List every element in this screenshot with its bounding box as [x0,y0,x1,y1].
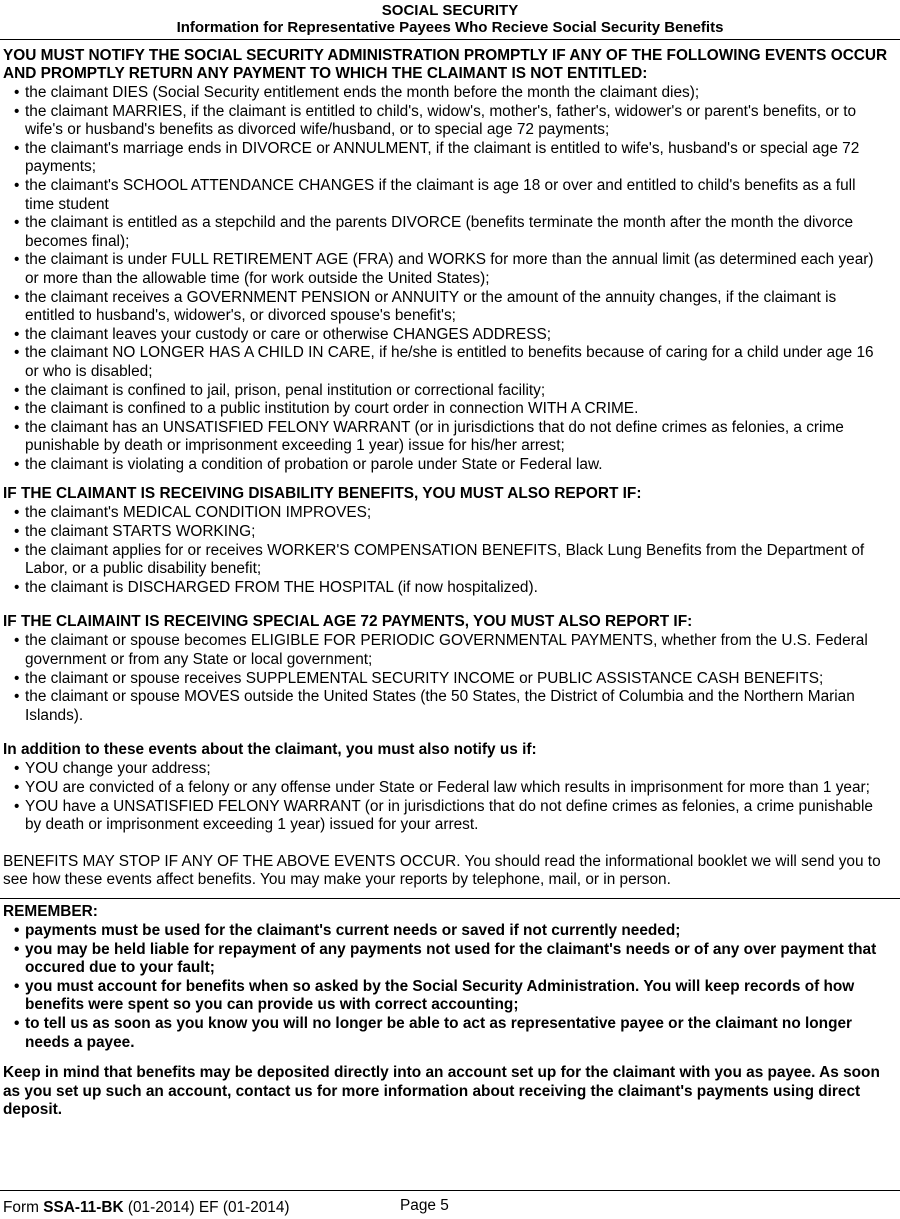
list-item: • you may be held liable for repayment of any payments not used for the claimant's needs or of any over payment that occured due to your fault; [3,941,900,978]
list-item: • the claimant has an UNSATISFIED FELONY WARRANT (or in jurisdictions that do not define crimes as felonies, a crime punishable by death or imprisonment exceeding 1 year) issue for his/her arrest; [3,419,900,456]
notify-heading: YOU MUST NOTIFY THE SOCIAL SECURITY ADMINISTRATION PROMPTLY IF ANY OF THE FOLLOWING EVENTS OCCUR AND PROMPTLY RETURN ANY PAYMENT TO WHICH THE CLAIMANT IS NOT ENTITLED: [3,47,888,82]
disability-heading: IF THE CLAIMANT IS RECEIVING DISABILITY BENEFITS, YOU MUST ALSO REPORT IF: [3,485,642,503]
list-item: • payments must be used for the claimant's current needs or saved if not currently needed; [3,922,900,941]
list-item: • the claimant STARTS WORKING; [3,523,900,542]
list-item: • the claimant or spouse MOVES outside the United States (the 50 States, the District of Columbia and the Northern Marian Islands). [3,688,900,725]
list-item: • the claimant is DISCHARGED FROM THE HOSPITAL (if now hospitalized). [3,579,900,598]
list-item: • the claimant DIES (Social Security entitlement ends the month before the month the claimant dies); [3,84,900,103]
page-number: Page 5 [400,1197,449,1214]
list-item: • you must account for benefits when so asked by the Social Security Administration. You will keep records of how benefits were spent so you can provide us with correct accounting; [3,978,900,1015]
list-item: • the claimant or spouse becomes ELIGIBLE FOR PERIODIC GOVERNMENTAL PAYMENTS, whether from the U.S. Federal government or from any State or local government; [3,632,900,669]
list-item: • the claimant or spouse receives SUPPLEMENTAL SECURITY INCOME or PUBLIC ASSISTANCE CASH BENEFITS; [3,670,900,689]
claimant-events-list [3,84,900,474]
special-age-72-list [3,632,900,725]
form-suffix: (01-2014) EF (01-2014) [123,1199,290,1216]
document-subtitle: Information for Representative Payees Who Recieve Social Security Benefits [176,19,724,36]
payee-events-list [3,760,900,834]
list-item: • the claimant is confined to a public institution by court order in connection WITH A CRIME. [3,400,900,419]
list-item: • the claimant's SCHOOL ATTENDANCE CHANGES if the claimant is age 18 or over and entitled to child's benefits as a full time student [3,177,900,214]
page-footer [0,1190,900,1219]
remember-heading: REMEMBER: [3,902,98,920]
special-age-72-heading: IF THE CLAIMAINT IS RECEIVING SPECIAL AGE 72 PAYMENTS, YOU MUST ALSO REPORT IF: [3,613,693,631]
list-item: • the claimant leaves your custody or care or otherwise CHANGES ADDRESS; [3,326,900,345]
form-number: SSA-11-BK [43,1199,124,1216]
list-item: • the claimant is violating a condition of probation or parole under State or Federal law. [3,456,900,475]
list-item: • the claimant applies for or receives WORKER'S COMPENSATION BENEFITS, Black Lung Benefits from the Department of Labor, or a public disability benefit; [3,542,900,579]
list-item: • the claimant MARRIES, if the claimant is entitled to child's, widow's, mother's, father's, widower's or parent's benefits, or to wife's or husband's benefits as divorced wife/husband, or to special age 72 payments; [3,103,900,140]
list-item: • the claimant receives a GOVERNMENT PENSION or ANNUITY or the amount of the annuity changes, if the claimant is entitled to husband's, widower's, or divorced spouse's benefit's; [3,289,900,326]
list-item: • YOU change your address; [3,760,900,779]
section-divider [0,898,900,899]
direct-deposit-paragraph: Keep in mind that benefits may be deposited directly into an account set up for the claimant with you as payee. As soon as you set up such an account, contact us for more information about receiving the claimant's payments using direct deposit. [3,1064,880,1119]
form-identifier [3,1199,290,1217]
list-item: • the claimant's MEDICAL CONDITION IMPROVES; [3,504,900,523]
payee-events-heading: In addition to these events about the claimant, you must also notify us if: [3,741,537,759]
list-item: • YOU are convicted of a felony or any offense under State or Federal law which results in imprisonment for more than 1 year; [3,779,900,798]
benefits-stop-paragraph: BENEFITS MAY STOP IF ANY OF THE ABOVE EVENTS OCCUR. You should read the informational booklet we will send you to see how these events affect benefits. You may make your reports by telephone, mail, or in person. [3,852,881,889]
list-item: • the claimant is confined to jail, prison, penal institution or correctional facility; [3,382,900,401]
list-item: • the claimant is under FULL RETIREMENT AGE (FRA) and WORKS for more than the annual limit (as determined each year) or more than the allowable time (for work outside the United States); [3,251,900,288]
list-item: • to tell us as soon as you know you will no longer be able to act as representative payee or the claimant no longer needs a payee. [3,1015,900,1052]
disability-list [3,504,900,597]
remember-list [3,922,900,1052]
page-header [0,0,900,40]
list-item: • the claimant's marriage ends in DIVORCE or ANNULMENT, if the claimant is entitled to wife's, husband's or special age 72 payments; [3,140,900,177]
document-body [0,47,900,1120]
list-item: • the claimant is entitled as a stepchild and the parents DIVORCE (benefits terminate the month after the month the divorce becomes final); [3,214,900,251]
list-item: • the claimant NO LONGER HAS A CHILD IN CARE, if he/she is entitled to benefits because of caring for a child under age 16 or who is disabled; [3,344,900,381]
form-prefix: Form [3,1199,44,1216]
list-item: • YOU have a UNSATISFIED FELONY WARRANT (or in jurisdictions that do not define crimes as felonies, a crime punishable by death or imprisonment exceeding 1 year) issued for your arrest. [3,798,900,835]
agency-title: SOCIAL SECURITY [381,2,519,19]
